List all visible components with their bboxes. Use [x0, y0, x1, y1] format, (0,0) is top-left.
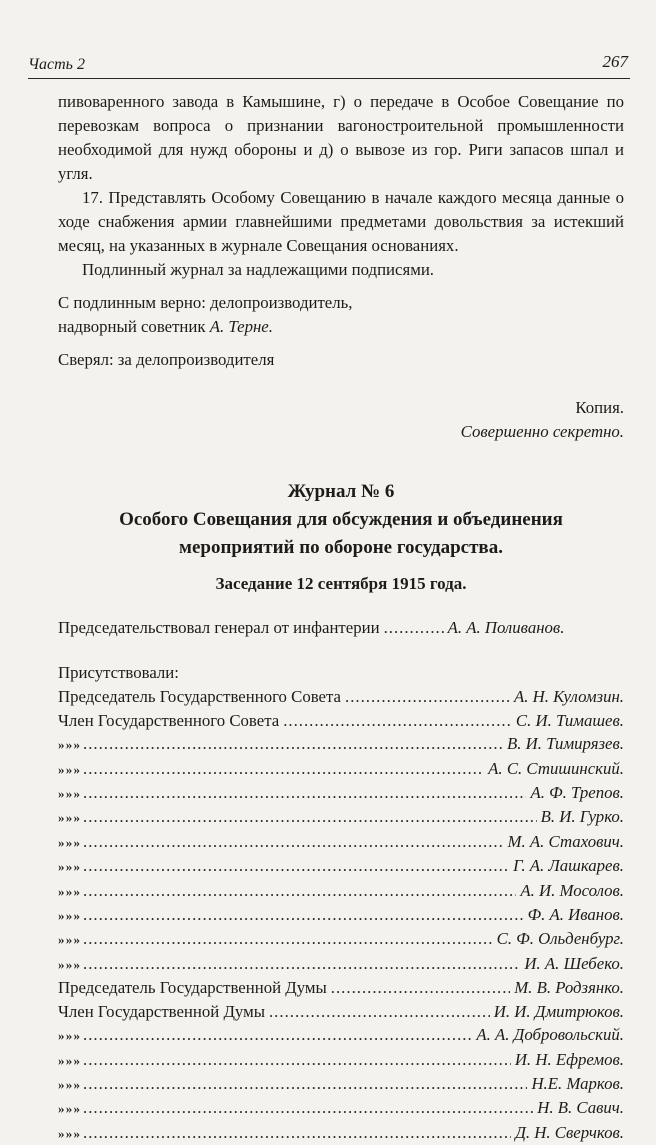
page-body — [58, 90, 624, 1145]
present-label: Присутствовали: — [58, 663, 179, 683]
attendee-name: Н.Е. Марков. — [531, 1073, 624, 1093]
attendee-name: А. И. Мосолов. — [520, 880, 624, 900]
certified-line-1: С подлинным верно: делопроизводитель, — [58, 293, 353, 312]
attendee-name: А. Н. Куломзин. — [513, 687, 624, 707]
part-label: Часть 2 — [28, 56, 85, 73]
attendee-name: И. Н. Ефремов. — [514, 1049, 624, 1069]
attendee-row — [58, 709, 624, 732]
certified-name: А. Терне. — [209, 317, 273, 336]
ditto-mark: » » » — [58, 1076, 79, 1092]
attendee-row — [58, 830, 624, 854]
chair-line — [58, 616, 624, 639]
chair-name: А. А. Поливанов. — [447, 618, 565, 637]
ditto-mark: » » » — [58, 883, 79, 899]
ditto-mark: » » » — [58, 859, 79, 875]
page-number: 267 — [602, 52, 628, 71]
attendee-role: Председатель Государственной Думы — [58, 978, 327, 998]
running-head — [28, 48, 630, 79]
journal-subtitle-2: мероприятий по обороне государства. — [179, 537, 503, 558]
attendee-name: М. А. Стахович. — [507, 831, 624, 851]
attendee-row — [58, 1072, 624, 1096]
attendee-row — [58, 903, 624, 927]
attendee-row — [58, 1048, 624, 1072]
attendee-name: Г. А. Лашкарев. — [513, 856, 624, 876]
attendee-role: Член Государственной Думы — [58, 1001, 265, 1021]
ditto-mark: » » » — [58, 1101, 79, 1117]
attendee-row — [58, 685, 624, 708]
attendee-row — [58, 805, 624, 829]
copy-label: Копия. — [575, 398, 624, 417]
secret-label: Совершенно секретно. — [460, 422, 624, 441]
certified-line-2 — [58, 315, 624, 339]
ditto-mark: » » » — [58, 1052, 79, 1068]
ditto-mark: » » » — [58, 1125, 79, 1141]
chair-label: Председательствовал генерал от инфантерии — [58, 618, 380, 637]
attendee-name: С. Ф. Ольденбург. — [496, 929, 624, 949]
journal-title: Журнал № 6 — [287, 481, 395, 502]
attendee-name: А. Ф. Трепов. — [530, 783, 624, 803]
top-paragraph: пивоваренного завода в Камышине, г) о передаче в Особое Совещание по перевозкам вопроса о признании вагоностроительной промышленности необходимой для нужд обороны и д) о вывозе из гор. Риги запасов шпал и угля. — [58, 92, 624, 183]
journal-subtitle-1: Особого Совещания для обсуждения и объединения — [119, 509, 563, 530]
ditto-mark: » » » — [58, 956, 79, 972]
session-date: Заседание 12 сентября 1915 года. — [215, 574, 467, 593]
item-17-paragraph: 17. Представлять Особому Совещанию в начале каждого месяца данные о ходе снабжения армии главнейшими предметами довольствия за истекший месяц, на указанных в журнале Совещания основаниях. — [58, 188, 624, 255]
verified-line: Сверял: за делопроизводителя — [58, 350, 275, 369]
attendee-name: Ф. А. Иванов. — [527, 905, 624, 925]
journal-heading — [58, 478, 624, 596]
attendee-row — [58, 1096, 624, 1120]
attendee-name: А. А. Добровольский. — [476, 1025, 624, 1045]
attendee-name: Д. Н. Сверчков. — [515, 1122, 624, 1142]
attendee-name: В. И. Тимирязев. — [506, 734, 624, 754]
attendee-name: И. И. Дмитрюков. — [493, 1001, 624, 1021]
attendee-row — [58, 757, 624, 781]
ditto-mark: » » » — [58, 810, 79, 826]
ditto-mark: » » » — [58, 1028, 79, 1044]
ditto-mark: » » » — [58, 932, 79, 948]
ditto-mark: » » » — [58, 786, 79, 802]
attendee-role: Председатель Государственного Совета — [58, 687, 341, 707]
attendee-row — [58, 952, 624, 976]
attendee-list — [58, 685, 624, 1145]
attendee-name: М. В. Родзянко. — [514, 978, 624, 998]
attendee-name: Н. В. Савич. — [537, 1098, 624, 1118]
attendee-role: Член Государственного Совета — [58, 710, 280, 730]
attendee-row — [58, 1000, 624, 1023]
attendee-row — [58, 1121, 624, 1145]
attendee-row — [58, 1023, 624, 1047]
attendee-name: А. С. Стишинский. — [488, 758, 624, 778]
attendee-row — [58, 976, 624, 999]
attendee-row — [58, 854, 624, 878]
attendee-name: В. И. Гурко. — [540, 807, 624, 827]
attendee-row — [58, 732, 624, 756]
ditto-mark: » » » — [58, 737, 79, 753]
attendee-name: И. А. Шебеко. — [524, 953, 624, 973]
ditto-mark: » » » — [58, 834, 79, 850]
attendee-row — [58, 879, 624, 903]
ditto-mark: » » » — [58, 908, 79, 924]
attendee-row — [58, 781, 624, 805]
attendee-name: С. И. Тимашев. — [515, 710, 624, 730]
certified-prefix: надворный советник — [58, 317, 210, 336]
original-note: Подлинный журнал за надлежащими подписями. — [82, 260, 435, 279]
attendee-row — [58, 927, 624, 951]
ditto-mark: » » » — [58, 761, 79, 777]
